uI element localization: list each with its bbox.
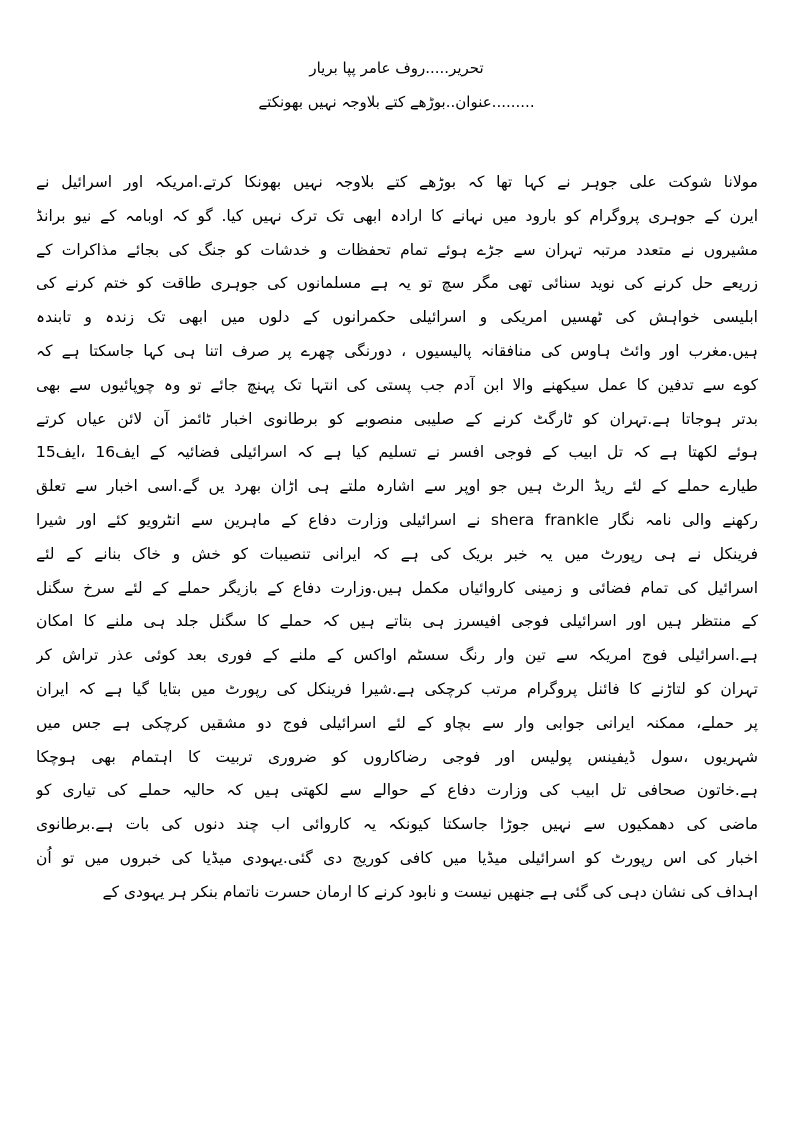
body-line: کوے سے تدفین کا عمل سیکھنے والا ابن آدم جب پستی کی انتہا تک پہنچ جائے تو وہ چوپائیوں سے بھی bbox=[36, 375, 758, 394]
body-line: طیارے حملے کے لئے ریڈ الرٹ ہیں جو اوپر سے اشارہ ملتے ہی اڑان بھرد یں گے.اسی اخبار سے تعلق bbox=[36, 477, 758, 496]
body-line: ہوئے لکھتا ہے کہ تل ابیب کے فوجی افسر نے تسلیم کیا ہے کہ اسرائیلی فضائیہ کے ایف16 ،ایف15 bbox=[36, 443, 758, 462]
body-line: پر حملے، ممکنہ ایرانی جوابی وار سے بچاو کے لئے اسرائیلی فوج دو مشقیں کرچکی ہے جس میں bbox=[36, 713, 758, 732]
body-line: زریعے حل کرنے کی نوید سنائی تھی مگر سچ تو یہ ہے مسلمانوں کی جوہری طاقت کو ختم کرنے کی bbox=[36, 274, 758, 293]
author-line: تحریر.....روف عامر پپا بریار bbox=[309, 59, 484, 77]
body-line: ماضی کی دھمکیوں سے نہیں جوڑا جاسکتا کیونکہ یہ کاروائی اب چند دنوں کی بات ہے.برطانوی bbox=[36, 815, 758, 834]
body-line: شہریوں ،سول ڈیفینس پولیس اور فوجی رضاکاروں کو ضروری تربیت کا اہتمام بھی ہوچکا bbox=[36, 747, 758, 766]
title-line: .........عنوان..بوڑھے کتے بلاوجہ نہیں بھونکتے bbox=[258, 93, 535, 111]
body-line: اخبار کی اس رپورٹ کو اسرائیلی میڈیا میں کافی کوریج دی گئی.یہودی میڈیا کی خبروں میں تو اُن bbox=[36, 848, 758, 867]
body-line: اہداف کی نشان دہی کی گئی ہے جنھیں نیست و نابود کرنے کا ارمان حسرت ناتمام بنکر ہر یہودی کے bbox=[102, 882, 758, 901]
body-line: ہے.خاتون صحافی تل ابیب کی وزارت دفاع کے حوالے سے لکھتی ہیں کہ حالیہ حملے کی تیاری کو bbox=[36, 781, 758, 800]
body-line: ہیں.مغرب اور وائٹ ہاوس کی منافقانہ پالیسیوں ، دورنگی چھرے پر صرف اتنا ہی کہا جاسکتا ہے کہ bbox=[36, 341, 758, 360]
body-line: تہران کو لتاڑنے کا فائنل پروگرام مرتب کرچکی ہے.شیرا فرینکل کی رپورٹ میں بتایا گیا ہے کہ ایران bbox=[36, 679, 758, 698]
body-line: مشیروں نے متعدد مرتبہ تہران سے جڑے ہوئے تمام تحفظات و خدشات کو جنگ کی بجائے مذاکرات کے bbox=[36, 240, 758, 259]
body-line: مولانا شوکت علی جوہر نے کہا تھا کہ بوڑھے کتے بلاوجہ نہیں بھونکا کرتے.امریکہ اور اسرائیل نے bbox=[36, 173, 758, 191]
body-line: کے منتظر ہیں اور اسرائیلی فوجی افیسرز ہی بتاتے ہیں کہ حملے کا سگنل جلد ہی ملنے کا امکان bbox=[36, 612, 758, 631]
body-line: ابلیسی خواہش کی ٹھسیں امریکی و اسرائیلی حکمرانوں کے دلوں میں ابھی تک زندہ و تابندہ bbox=[36, 308, 758, 327]
article-body bbox=[36, 166, 758, 910]
body-line: رکھنے والی نامہ نگار shera frankle نے اسرائیلی وزارت دفاع کے ماہرین سے انٹرویو کئے اور شیرا bbox=[36, 510, 758, 529]
body-line: ہے.اسرائیلی فوج امریکہ سے تین وار رنگ سسٹم اواکس کے ملنے کے فوری بعد کوئی عذر تراش کر bbox=[36, 646, 758, 665]
body-line: ایرن کے جوہری پروگرام کو بارود میں نہانے کا ارادہ ابھی تک ترک نہیں کیا. گو کہ اوبامہ کے نیو برانڈ bbox=[36, 206, 758, 225]
article-header bbox=[0, 58, 793, 112]
body-line: فرینکل نے ہی رپورٹ میں یہ خبر بریک کی ہے کہ ایرانی تنصیبات کو خش و خاک بنانے کے لئے bbox=[36, 544, 758, 563]
body-line: اسرائیل کی تمام فضائی و زمینی کاروائیاں مکمل ہیں.وزارت دفاع کے بازیگر حملے کے لئے سرخ سگنل bbox=[36, 578, 758, 597]
body-line: بدتر ہوجاتا ہے.تہران کو ٹارگٹ کرنے کے صلیبی منصوبے کو برطانوی اخبار ٹائمز آن لائن عیاں کرتے bbox=[36, 409, 758, 428]
